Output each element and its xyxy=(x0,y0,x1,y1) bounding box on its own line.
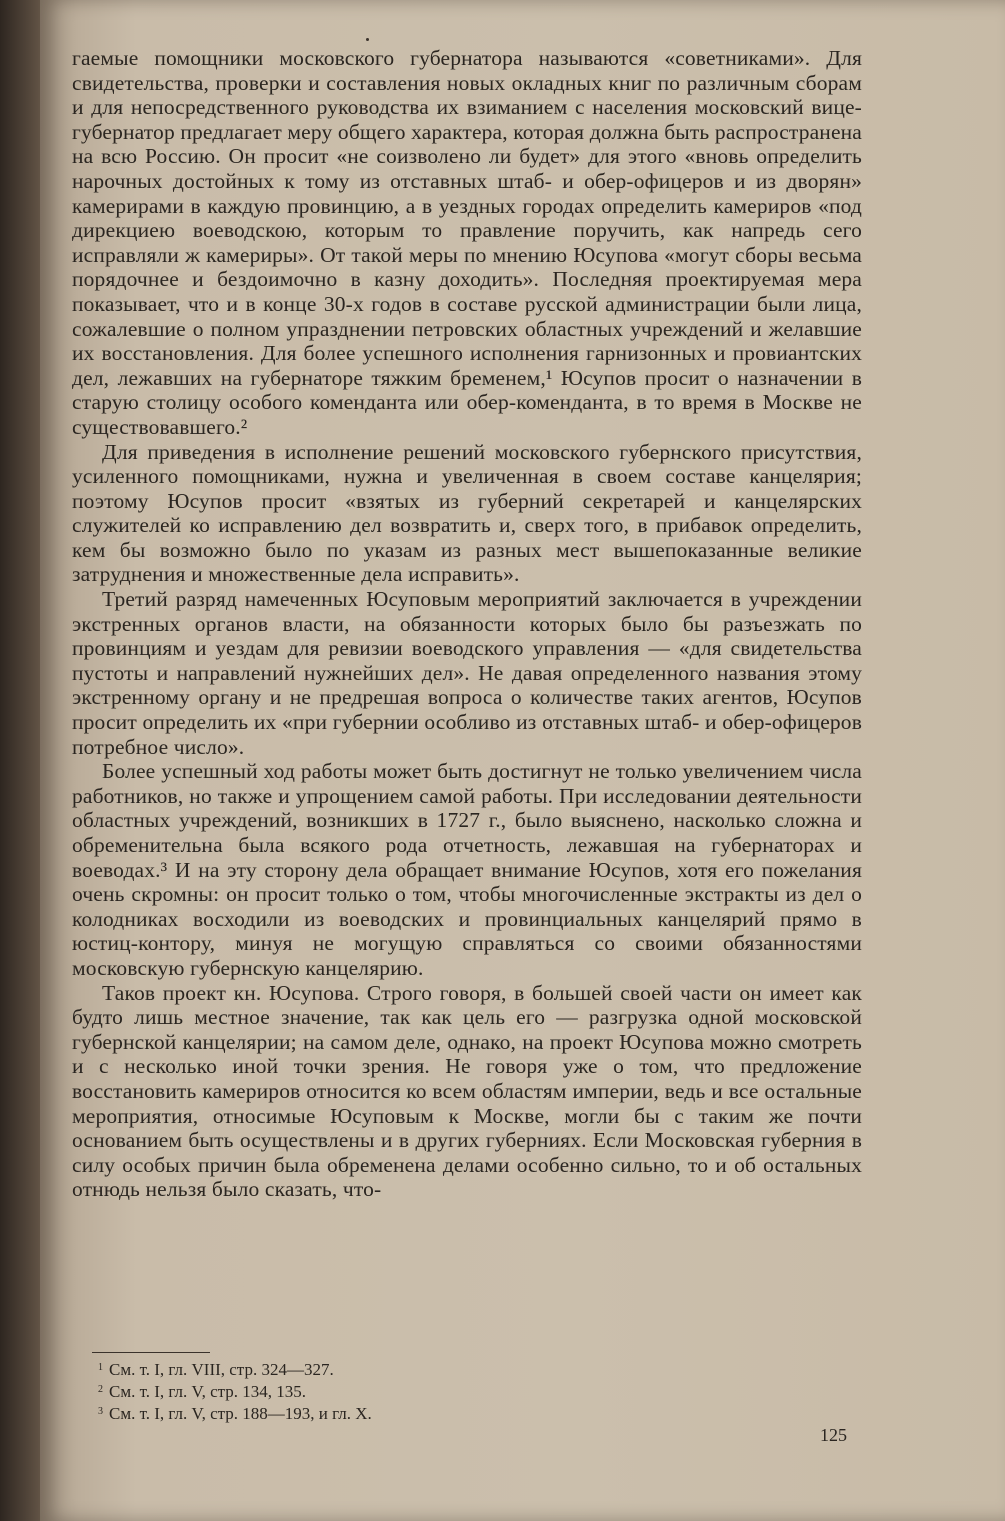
footnote-text: См. т. I, гл. V, стр. 134, 135. xyxy=(109,1382,307,1401)
footnote-mark: 1 xyxy=(98,1362,103,1373)
footnote xyxy=(98,1402,598,1424)
footnote-separator xyxy=(92,1352,210,1353)
paragraph: Таков проект кн. Юсупова. Строго говоря, в большей своей части он имеет как будто лишь местное значение, так как цель его — разгрузка одной московской губернской канцелярии; на самом деле, однако, на проект Юсупова можно смотреть и с несколько иной точки зрения. Не говоря уже о том, что предложение восстановить камериров относится ко всем областям империи, ведь и все остальные мероприятия, относимые Юсуповым к Москве, могли бы с таким же почти основанием быть осуществлены и в других губерниях. Если Московская губерния в силу особых причин была обременена делами особенно сильно, то и об остальных отнюдь нельзя было сказать, что- xyxy=(72,980,862,1202)
footnote-mark: 3 xyxy=(98,1406,103,1417)
footnotes xyxy=(98,1358,598,1424)
body-text xyxy=(72,46,862,1202)
footnote-text: См. т. I, гл. VIII, стр. 324—327. xyxy=(109,1360,334,1379)
footnote-text: См. т. I, гл. V, стр. 188—193, и гл. X. xyxy=(109,1404,372,1423)
print-speck xyxy=(366,38,369,41)
paragraph-continued: гаемые помощники московского губернатора называются «советниками». Для свидетельства, проверки и составления новых окладных книг по различным сборам и для непосредственного руководства их взиманием с населения московский вице-губернатор предлагает меру общего характера, которая должна быть распространена на всю Россию. Он просит «не соизволено ли будет» для этого «вновь определить нарочных достойных к тому из отставных штаб- и обер-офицеров и из дворян» камерирами в каждую провинцию, а в уездных городах определить камериров «под дирекциею воеводскою, которым то правление поручить, как напредь сего исправляли ж камериры». От такой меры по мнению Юсупова «могут сборы весьма порядочнее и бездоимочно в казну доходить». Последняя проектируемая мера показывает, что и в конце 30-х годов в составе русской администрации были лица, сожалевшие о полном упразднении петровских областных учреждений и желавшие их восстановления. Для более успешного исполнения гарнизонных и провиантских дел, лежавших на губернаторе тяжким бременем,¹ Юсупов просит о назначении в старую столицу особого коменданта или обер-коменданта, в то время в Москве не существовавшего.² xyxy=(72,46,862,439)
paragraph: Третий разряд намеченных Юсуповым мероприятий заключается в учреждении экстренных органов власти, на обязанности которых было бы разъезжать по провинциям и уездам для ревизии воеводского управления — «для свидетельства пустоты и направлений нужнейших дел». Не давая определенного названия этому экстренному органу и не предрешая вопроса о количестве таких агентов, Юсупов просит определить их «при губернии особливо из отставных штаб- и обер-офицеров потребное число». xyxy=(72,587,862,759)
footnote xyxy=(98,1358,598,1380)
footnote xyxy=(98,1380,598,1402)
book-page xyxy=(40,0,1005,1521)
footnote-mark: 2 xyxy=(98,1384,103,1395)
paragraph: Для приведения в исполнение решений московского губернского присутствия, усиленного помощниками, нужна и увеличенная в своем составе канцелярия; поэтому Юсупов просит «взятых из губерний секретарей и канцелярских служителей ко исправлению дел возвратить и, сверх того, в прибавок определить, кем бы возможно было по указам из разных мест вышепоказанные великие затруднения и множественные дела исправить». xyxy=(72,439,862,587)
paragraph: Более успешный ход работы может быть достигнут не только увеличением числа работников, но также и упрощением самой работы. При исследовании деятельности областных учреждений, возникших в 1727 г., было выяснено, насколько сложна и обременительна была всякого рода отчетность, лежавшая на губернаторах и воеводах.³ И на эту сторону дела обращает внимание Юсупов, хотя его пожелания очень скромны: он просит только о том, чтобы многочисленные экстракты из дел о колодниках восходили из воеводских и провинциальных канцелярий прямо в юстиц-контору, минуя не могущую справляться со своими обязанностями московскую губернскую канцелярию. xyxy=(72,759,862,980)
page-number: 125 xyxy=(820,1425,847,1445)
